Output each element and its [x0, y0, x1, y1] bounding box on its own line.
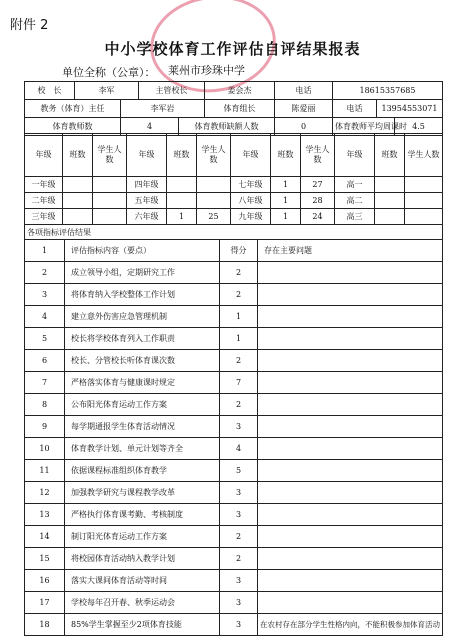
eval-row — [25, 306, 443, 328]
grade-name: 高三 — [335, 209, 375, 225]
grade-header-students: 学生人数 — [93, 134, 127, 177]
eval-row — [25, 482, 443, 504]
grade-classes: 1 — [271, 209, 301, 225]
phone-value: 18615357685 — [333, 82, 443, 100]
weekly-label: 体育教师平均周课时 — [333, 118, 395, 136]
grade-students: 28 — [301, 193, 335, 209]
eval-score: 3 — [220, 592, 258, 614]
eval-no: 2 — [25, 262, 65, 284]
eval-score: 3 — [220, 614, 258, 636]
eval-row — [25, 372, 443, 394]
grade-name: 三年级 — [25, 209, 63, 225]
grade-name: 五年级 — [127, 193, 167, 209]
grade-classes — [63, 193, 93, 209]
eval-content: 校长将学校体育列入工作职责 — [65, 328, 220, 350]
eval-issue — [258, 504, 443, 526]
eval-issue — [258, 372, 443, 394]
grade-header-students: 学生人数 — [197, 134, 231, 177]
eval-content: 校长、分管校长听体育课次数 — [65, 350, 220, 372]
page-title: 中小学校体育工作评估自评结果报表 — [104, 40, 361, 58]
eval-no: 16 — [25, 570, 65, 592]
grade-classes: 1 — [167, 209, 197, 225]
eval-row — [25, 460, 443, 482]
eval-issue — [258, 526, 443, 548]
eval-no: 14 — [25, 526, 65, 548]
eval-score: 2 — [220, 548, 258, 570]
eval-row — [25, 394, 443, 416]
grade-students — [93, 177, 127, 193]
eval-content: 落实大课间体育活动等时间 — [65, 570, 220, 592]
teachers-value: 4 — [121, 118, 179, 136]
eval-issue — [258, 416, 443, 438]
eval-no: 17 — [25, 592, 65, 614]
eval-row — [25, 614, 443, 636]
eval-issue — [258, 460, 443, 482]
eval-content: 每学期通报学生体育活动情况 — [65, 416, 220, 438]
eval-issue — [258, 438, 443, 460]
grade-classes: 1 — [271, 193, 301, 209]
grade-students — [93, 209, 127, 225]
eval-row — [25, 438, 443, 460]
vice-value: 姜会杰 — [205, 82, 275, 100]
eval-row — [25, 350, 443, 372]
grade-header-grade: 年级 — [127, 134, 167, 177]
phone-label: 电话 — [275, 82, 333, 100]
eval-content: 体育教学计划、单元计划等齐全 — [65, 438, 220, 460]
eval-issue — [258, 548, 443, 570]
eval-score: 1 — [220, 306, 258, 328]
eval-content: 85%学生掌握至少2项体育技能 — [65, 614, 220, 636]
eval-score: 2 — [220, 262, 258, 284]
grade-header-classes: 班数 — [271, 134, 301, 177]
eval-content: 将体育纳入学校整体工作计划 — [65, 284, 220, 306]
eval-row — [25, 526, 443, 548]
principal-value: 李军 — [75, 82, 139, 100]
principal-label: 校 长 — [25, 82, 75, 100]
eval-score: 2 — [220, 350, 258, 372]
eval-no: 8 — [25, 394, 65, 416]
grade-header-classes: 班数 — [167, 134, 197, 177]
grade-classes: 1 — [271, 177, 301, 193]
eval-score: 2 — [220, 526, 258, 548]
grade-header-grade: 年级 — [231, 134, 271, 177]
eval-row — [25, 592, 443, 614]
weekly-value: 4.5 — [395, 118, 443, 136]
shortage-value: 0 — [275, 118, 333, 136]
eval-no: 12 — [25, 482, 65, 504]
eval-no: 11 — [25, 460, 65, 482]
grade-header-students: 学生人数 — [301, 134, 335, 177]
grade-students — [197, 193, 231, 209]
eval-score: 7 — [220, 372, 258, 394]
eval-content: 公布阳光体育运动工作方案 — [65, 394, 220, 416]
grade-students — [405, 177, 443, 193]
pe-leader-value: 陈爱丽 — [275, 100, 333, 118]
grades-table — [24, 133, 443, 225]
eval-score: 2 — [220, 284, 258, 306]
eval-header-issues: 存在主要问题 — [258, 240, 443, 262]
unit-value: 莱州市珍珠中学 — [168, 64, 245, 77]
eval-score: 2 — [220, 394, 258, 416]
grade-classes — [375, 209, 405, 225]
eval-issue — [258, 570, 443, 592]
grade-classes — [167, 193, 197, 209]
eval-row — [25, 504, 443, 526]
eval-no: 4 — [25, 306, 65, 328]
grade-students — [405, 209, 443, 225]
eval-row — [25, 570, 443, 592]
eval-header-content: 评估指标内容（要点） — [65, 240, 220, 262]
grade-students: 27 — [301, 177, 335, 193]
grade-header-grade: 年级 — [335, 134, 375, 177]
teachers-label: 体育教师数 — [25, 118, 121, 136]
eval-content: 将校园体育活动纳入教学计划 — [65, 548, 220, 570]
eval-row — [25, 262, 443, 284]
eval-row — [25, 284, 443, 306]
grade-name: 二年级 — [25, 193, 63, 209]
pe-leader-label: 体育组长 — [205, 100, 275, 118]
eval-row — [25, 328, 443, 350]
grade-name: 高二 — [335, 193, 375, 209]
grade-name: 九年级 — [231, 209, 271, 225]
grade-classes — [375, 193, 405, 209]
eval-score: 3 — [220, 570, 258, 592]
grade-row — [25, 177, 443, 193]
eval-row — [25, 416, 443, 438]
eval-score: 3 — [220, 504, 258, 526]
eval-score: 5 — [220, 460, 258, 482]
eval-issue — [258, 328, 443, 350]
eval-content: 加强教学研究与课程教学改革 — [65, 482, 220, 504]
section-heading: 各项指标评估结果 — [25, 225, 443, 240]
evaluation-table — [24, 224, 443, 636]
eval-no: 3 — [25, 284, 65, 306]
eval-score: 3 — [220, 416, 258, 438]
eval-content: 严格执行体育课考勤、考核制度 — [65, 504, 220, 526]
grade-students — [405, 193, 443, 209]
eval-content: 严格落实体育与健康课时规定 — [65, 372, 220, 394]
eval-no: 15 — [25, 548, 65, 570]
eval-header-score: 得分 — [220, 240, 258, 262]
eval-no: 13 — [25, 504, 65, 526]
phone2-value: 13954553071 — [377, 100, 443, 118]
phone2-label: 电话 — [333, 100, 377, 118]
grade-name: 高一 — [335, 177, 375, 193]
grade-name: 四年级 — [127, 177, 167, 193]
eval-issue — [258, 284, 443, 306]
grade-students — [197, 177, 231, 193]
grade-header-classes: 班数 — [63, 134, 93, 177]
eval-content: 成立领导小组，定期研究工作 — [65, 262, 220, 284]
eval-no: 7 — [25, 372, 65, 394]
unit-label: 单位全称（公章）： — [62, 66, 156, 79]
eval-content: 学校每年召开春、秋季运动会 — [65, 592, 220, 614]
eval-no: 18 — [25, 614, 65, 636]
eval-issue — [258, 394, 443, 416]
eval-header-no: 1 — [25, 240, 65, 262]
pe-director-value: 李军岩 — [121, 100, 205, 118]
grade-row — [25, 209, 443, 225]
grade-students: 25 — [197, 209, 231, 225]
grade-header-grade: 年级 — [25, 134, 63, 177]
grade-classes — [63, 177, 93, 193]
grade-name: 七年级 — [231, 177, 271, 193]
eval-score: 3 — [220, 482, 258, 504]
grade-students — [93, 193, 127, 209]
pe-director-label: 教务（体育）主任 — [25, 100, 121, 118]
eval-issue — [258, 306, 443, 328]
grade-name: 八年级 — [231, 193, 271, 209]
eval-content: 依据课程标准组织体育教学 — [65, 460, 220, 482]
eval-score: 1 — [220, 328, 258, 350]
grade-students: 24 — [301, 209, 335, 225]
grade-row — [25, 193, 443, 209]
attachment-label: 附件 2 — [10, 18, 49, 33]
eval-issue — [258, 482, 443, 504]
eval-score: 4 — [220, 438, 258, 460]
eval-issue — [258, 350, 443, 372]
info-table — [24, 81, 443, 136]
grade-classes — [167, 177, 197, 193]
eval-issue — [258, 262, 443, 284]
eval-row — [25, 548, 443, 570]
eval-content: 建立意外伤害应急管理机制 — [65, 306, 220, 328]
eval-no: 9 — [25, 416, 65, 438]
grade-header-students: 学生人数 — [405, 134, 443, 177]
grade-classes — [63, 209, 93, 225]
eval-no: 10 — [25, 438, 65, 460]
grade-header-classes: 班数 — [375, 134, 405, 177]
vice-label: 主管校长 — [139, 82, 205, 100]
grade-classes — [375, 177, 405, 193]
eval-content: 制订阳光体育运动工作方案 — [65, 526, 220, 548]
eval-issue — [258, 592, 443, 614]
eval-issue: 在农村存在部分学生性格内向，不能积极参加体育活动 — [258, 614, 443, 636]
grade-name: 一年级 — [25, 177, 63, 193]
eval-no: 6 — [25, 350, 65, 372]
eval-no: 5 — [25, 328, 65, 350]
grade-name: 六年级 — [127, 209, 167, 225]
shortage-label: 体育教师缺额人数 — [179, 118, 275, 136]
